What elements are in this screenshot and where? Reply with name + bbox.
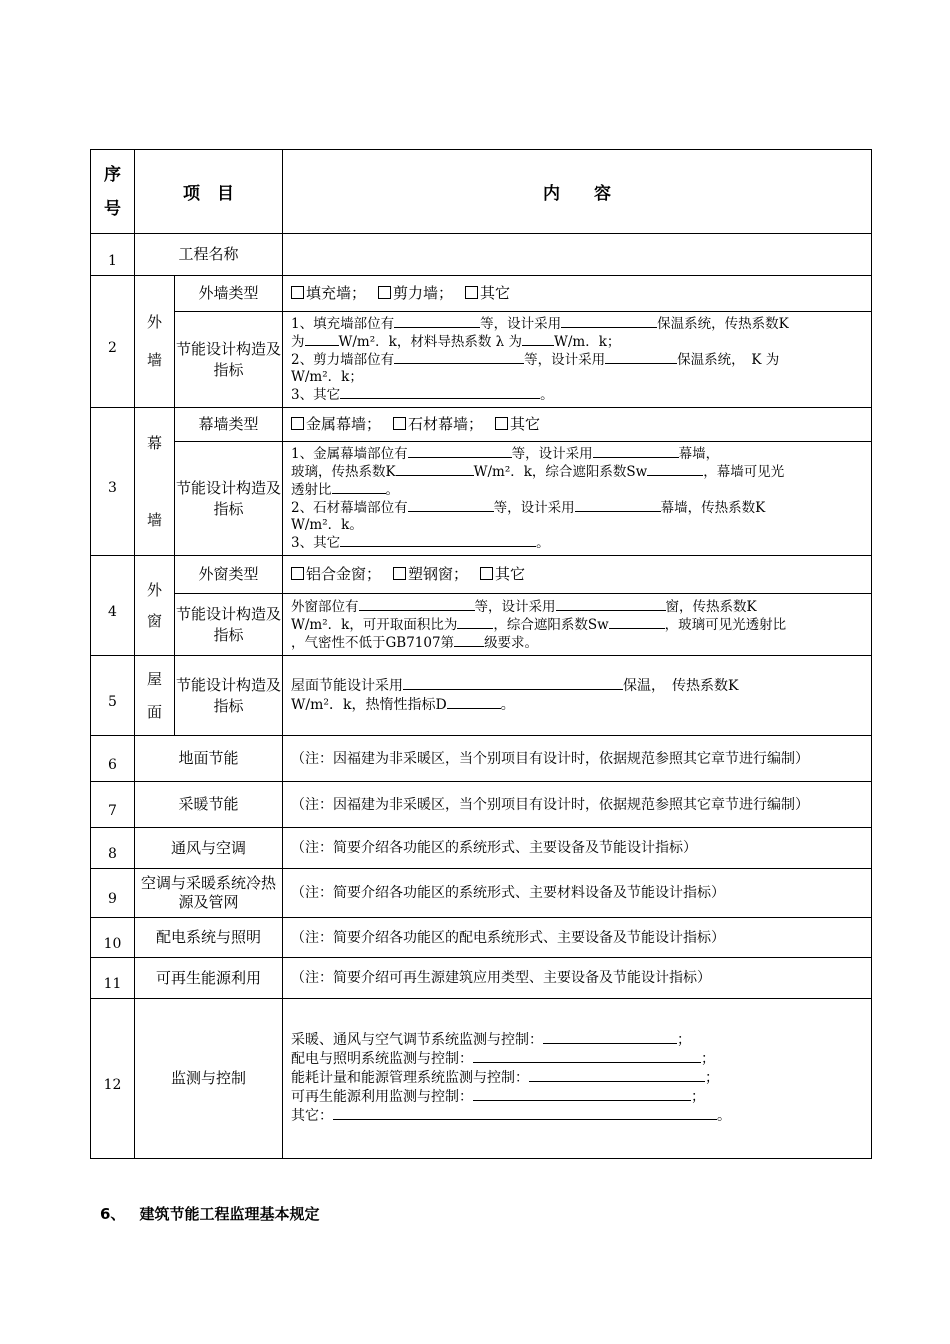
blank-field[interactable]	[340, 386, 540, 399]
row-number: 2	[91, 276, 135, 408]
checkbox[interactable]	[378, 286, 391, 299]
group-label: 外 墙	[135, 276, 175, 408]
table-row	[91, 999, 872, 1159]
checkbox[interactable]	[465, 286, 478, 299]
blank-field[interactable]	[333, 1107, 717, 1120]
checkbox[interactable]	[393, 417, 406, 430]
section-title: 建筑节能工程监理基本规定	[139, 1205, 320, 1223]
roof-design-content: 屋面节能设计采用 保温， 传热系数K W/m²．k，热惰性指标D 。	[283, 656, 872, 736]
blank-field[interactable]	[529, 1069, 705, 1082]
curtain-type-label: 幕墙类型	[175, 408, 283, 442]
group-label: 外 窗	[135, 556, 175, 656]
group-label: 幕 墙	[135, 408, 175, 556]
table-row	[91, 556, 872, 594]
checkbox[interactable]	[495, 417, 508, 430]
blank-field[interactable]	[556, 598, 666, 611]
row-number: 10	[91, 918, 135, 958]
item-label: 空调与采暖系统冷热源及管网	[135, 869, 283, 918]
monitoring-content: 采暖、通风与空气调节系统监测与控制： ； 配电与照明系统监测与控制： ； 能耗计量和能源管理系统监测与控制： ； 可再生能源利用监测与控制： ； 其它： 。	[283, 999, 872, 1159]
wall-design-content: 1、填充墙部位有 等，设计采用 保温系统，传热系数K 为 W/m²．k，材料导热系数 λ 为 W/m．k； 2、剪力墙部位有 等，设计采用 保温系统， K 为 W/m²．k； 3、其它 。	[283, 312, 872, 408]
design-label: 节能设计构造及指标	[175, 594, 283, 656]
row-number: 3	[91, 408, 135, 556]
header-item: 项 目	[135, 150, 283, 234]
table-row	[91, 312, 872, 408]
blank-field[interactable]	[647, 463, 703, 476]
blank-field[interactable]	[522, 333, 554, 346]
blank-field[interactable]	[332, 481, 386, 494]
table-row	[91, 408, 872, 442]
row-number: 12	[91, 999, 135, 1159]
row-number: 9	[91, 869, 135, 918]
blank-field[interactable]	[340, 534, 536, 547]
window-design-content: 外窗部位有 等，设计采用 窗，传热系数K W/m²．k，可开取面积比为 ，综合遮阳系数Sw ，玻璃可见光透射比 ，气密性不低于GB7107第 级要求。	[283, 594, 872, 656]
row-number: 6	[91, 736, 135, 782]
window-type-options: 铝合金窗； 塑钢窗； 其它	[283, 556, 872, 594]
curtain-type-options: 金属幕墙； 石材幕墙； 其它	[283, 408, 872, 442]
row-number: 7	[91, 782, 135, 828]
blank-field[interactable]	[561, 315, 657, 328]
table-row	[91, 736, 872, 782]
table-row	[91, 958, 872, 999]
design-label: 节能设计构造及指标	[175, 312, 283, 408]
wall-type-options: 填充墙； 剪力墙； 其它	[283, 276, 872, 312]
table-row	[91, 828, 872, 869]
section-heading	[100, 1203, 319, 1224]
row-number: 1	[91, 234, 135, 276]
blank-field[interactable]	[394, 351, 524, 364]
blank-field[interactable]	[593, 445, 679, 458]
blank-field[interactable]	[394, 315, 480, 328]
energy-design-table	[90, 149, 872, 1159]
blank-field[interactable]	[396, 463, 474, 476]
table-header-row	[91, 150, 872, 234]
table-row	[91, 656, 872, 736]
item-label: 工程名称	[135, 234, 283, 276]
item-label: 可再生能源利用	[135, 958, 283, 999]
row-number: 5	[91, 656, 135, 736]
table-row	[91, 442, 872, 556]
note-text: （注：简要介绍各功能区的配电系统形式、主要设备及节能设计指标）	[283, 918, 872, 958]
table-row	[91, 782, 872, 828]
design-label: 节能设计构造及指标	[175, 442, 283, 556]
project-name-cell	[283, 234, 872, 276]
blank-field[interactable]	[408, 499, 494, 512]
table-row	[91, 594, 872, 656]
table-row	[91, 234, 872, 276]
item-label: 采暖节能	[135, 782, 283, 828]
design-label: 节能设计构造及指标	[175, 656, 283, 736]
blank-field[interactable]	[447, 696, 501, 709]
checkbox[interactable]	[393, 567, 406, 580]
item-label: 通风与空调	[135, 828, 283, 869]
checkbox[interactable]	[480, 567, 493, 580]
checkbox[interactable]	[291, 417, 304, 430]
row-number: 8	[91, 828, 135, 869]
checkbox[interactable]	[291, 567, 304, 580]
blank-field[interactable]	[575, 499, 661, 512]
row-number: 11	[91, 958, 135, 999]
note-text: （注：简要介绍各功能区的系统形式、主要材料设备及节能设计指标）	[283, 869, 872, 918]
checkbox[interactable]	[291, 286, 304, 299]
table-row	[91, 918, 872, 958]
header-content: 内 容	[283, 150, 872, 234]
blank-field[interactable]	[605, 351, 677, 364]
item-label: 配电系统与照明	[135, 918, 283, 958]
window-type-label: 外窗类型	[175, 556, 283, 594]
note-text: （注：简要介绍各功能区的系统形式、主要设备及节能设计指标）	[283, 828, 872, 869]
blank-field[interactable]	[408, 445, 512, 458]
note-text: （注：因福建为非采暖区，当个别项目有设计时，依据规范参照其它章节进行编制）	[283, 736, 872, 782]
note-text: （注：因福建为非采暖区，当个别项目有设计时，依据规范参照其它章节进行编制）	[283, 782, 872, 828]
table-row	[91, 869, 872, 918]
blank-field[interactable]	[473, 1088, 691, 1101]
blank-field[interactable]	[609, 616, 665, 629]
note-text: （注：简要介绍可再生源建筑应用类型、主要设备及节能设计指标）	[283, 958, 872, 999]
item-label: 地面节能	[135, 736, 283, 782]
section-number: 6、	[100, 1205, 126, 1223]
curtain-design-content: 1、金属幕墙部位有 等，设计采用 幕墙， 玻璃，传热系数K W/m²．k，综合遮阳系数Sw ，幕墙可见光 透射比 。 2、石材幕墙部位有 等，设计采用 幕墙，传热系数K W/m²．k。 3、其它 。	[283, 442, 872, 556]
header-seq: 序 号	[91, 150, 135, 234]
blank-field[interactable]	[359, 598, 475, 611]
item-label: 监测与控制	[135, 999, 283, 1159]
group-label: 屋 面	[135, 656, 175, 736]
blank-field[interactable]	[403, 677, 623, 690]
blank-field[interactable]	[305, 333, 339, 346]
blank-field[interactable]	[457, 616, 493, 629]
blank-field[interactable]	[473, 1050, 701, 1063]
table-row	[91, 276, 872, 312]
row-number: 4	[91, 556, 135, 656]
blank-field[interactable]	[454, 634, 484, 647]
wall-type-label: 外墙类型	[175, 276, 283, 312]
blank-field[interactable]	[543, 1031, 677, 1044]
